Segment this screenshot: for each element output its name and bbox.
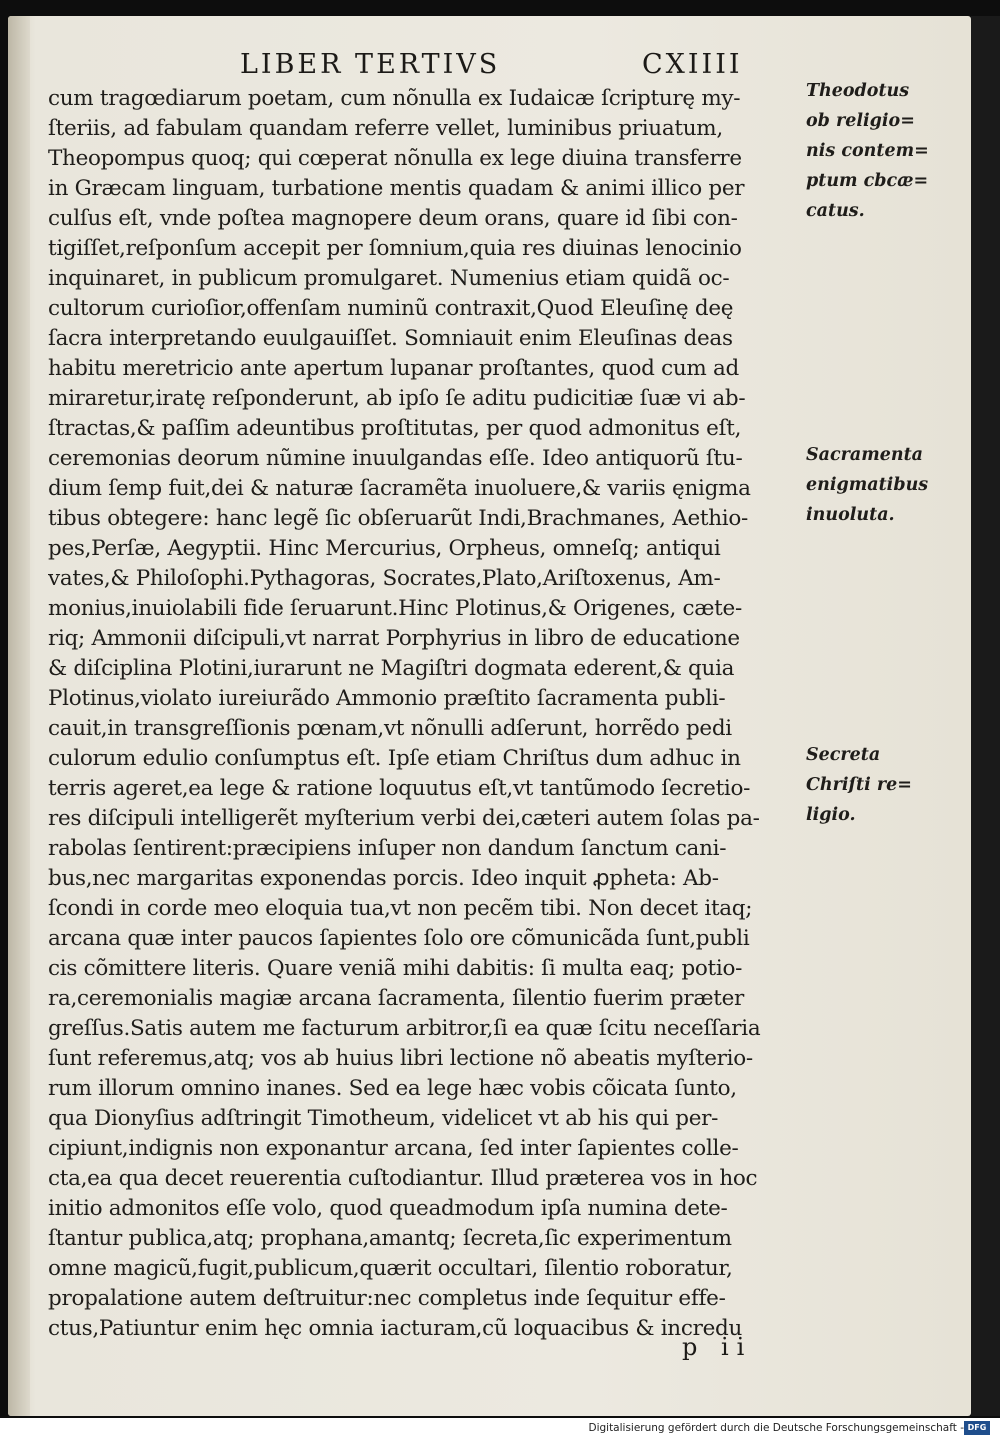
note-line: enigmatibus [806, 475, 929, 495]
text-line: cultorum curioſior,offenſam numinũ contraxit,Quod Eleuſinę deę [48, 296, 734, 321]
text-line: cis cõmittere literis. Quare veniã mihi dabitis: ſi multa eaq; potio- [48, 956, 743, 981]
funding-credit: Digitalisierung gefördert durch die Deutsche Forschungsgemeinschaft - [588, 1422, 964, 1434]
note-line: Chriſti re= [806, 775, 912, 795]
text-line: ſteriis, ad fabulam quandam referre vellet, luminibus priuatum, [48, 116, 723, 141]
page-edge [971, 16, 1000, 1416]
main-text-block [48, 84, 806, 1344]
text-line: bus,nec margaritas exponendas porcis. Ideo inquit ꝓpheta: Ab- [48, 866, 719, 891]
text-line: in Græcam linguam, turbatione mentis quadam & animi illico per [48, 176, 745, 201]
text-line: cipiunt,indignis non exponantur arcana, ſed inter ſapientes colle- [48, 1136, 739, 1161]
text-line: Theopompus quoq; qui cœperat nõnulla ex lege diuina transferre [48, 146, 742, 171]
text-line: propalatione autem deſtruitur:nec completus inde ſequitur effe- [48, 1286, 726, 1311]
note-line: ob religio= [806, 111, 915, 131]
note-line: Secreta [806, 745, 881, 765]
text-line: ſtantur publica,atq; prophana,amantq; ſecreta,ſic experimentum [48, 1226, 732, 1251]
text-line: vates,& Philoſophi.Pythagoras, Socrates,Plato,Ariſtoxenus, Am- [48, 566, 721, 591]
note-line: nis contem= [806, 141, 929, 161]
text-line: initio admonitos eſſe volo, quod queadmodum ipſa numina dete- [48, 1196, 728, 1221]
margin-note-sacramenta [806, 440, 966, 530]
text-line: tigiſſet,reſponſum accepit per ſomnium,quia res diuinas lenocinio [48, 236, 742, 261]
text-line: greſſus.Satis autem me facturum arbitror,ſi ea quæ ſcitu neceſſaria [48, 1016, 761, 1041]
text-line: arcana quæ inter paucos ſapientes ſolo ore cõmunicãda ſunt,publi [48, 926, 750, 951]
text-line: ctus,Patiuntur enim hęc omnia iacturam,cũ loquacibus & incredu [48, 1316, 742, 1341]
text-line: rum illorum omnino inanes. Sed ea lege hæc vobis cõicata ſunto, [48, 1076, 737, 1101]
running-title: LIBER TERTIVS [240, 49, 501, 80]
margin-note-theodotus [806, 76, 966, 226]
text-line: cauit,in transgreſſionis pœnam,vt nõnulli adſerunt, horrẽdo pedi [48, 716, 732, 741]
note-line: Theodotus [806, 81, 910, 101]
note-line: catus. [806, 201, 865, 221]
text-line: res diſcipuli intelligerẽt myſterium verbi dei,cæteri autem ſolas pa- [48, 806, 760, 831]
text-line: culſus eſt, vnde poſtea magnopere deum orans, quare id ſibi con- [48, 206, 738, 231]
text-line: miraretur,iratę reſponderunt, ab ipſo ſe aditu pudicitiæ ſuæ vi ab- [48, 386, 746, 411]
text-line: ſunt referemus,atq; vos ab huius libri lectione nõ abeatis myſterio- [48, 1046, 753, 1071]
note-line: ptum cbcæ= [806, 171, 929, 191]
text-line: riq; Ammonii diſcipuli,vt narrat Porphyrius in libro de educatione [48, 626, 740, 651]
text-line: qua Dionyſius adſtringit Timotheum, videlicet vt ab his qui per- [48, 1106, 719, 1131]
folio-number: CXIIII [642, 49, 743, 80]
signature-mark: p ii [682, 1333, 753, 1361]
text-line: ceremonias deorum nũmine inuulgandas eſſe. Ideo antiquorũ ſtu- [48, 446, 743, 471]
note-line: ligio. [806, 805, 856, 825]
text-line: cta,ea qua decet reuerentia cuſtodiantur. Illud præterea vos in hoc [48, 1166, 758, 1191]
note-line: inuoluta. [806, 505, 895, 525]
text-line: Plotinus,violato iureiurãdo Ammonio præſtito ſacramenta publi- [48, 686, 726, 711]
text-line: ra,ceremonialis magiæ arcana ſacramenta, ſilentio fuerim præter [48, 986, 744, 1011]
text-line: terris ageret,ea lege & ratione loquutus eſt,vt tantũmodo ſecretio- [48, 776, 751, 801]
page-gutter [8, 16, 30, 1416]
note-line: Sacramenta [806, 445, 923, 465]
text-line: & diſciplina Plotini,iurarunt ne Magiſtri dogmata ederent,& quia [48, 656, 735, 681]
text-line: habitu meretricio ante apertum lupanar proſtantes, quod cum ad [48, 356, 740, 381]
text-line: omne magicũ,fugit,publicum,quærit occultari, ſilentio roboratur, [48, 1256, 733, 1281]
margin-note-secreta [806, 740, 966, 830]
text-line: monius,inuiolabili fide ſeruarunt.Hinc Plotinus,& Origenes, cæte- [48, 596, 742, 621]
text-line: culorum edulio conſumptus eſt. Ipſe etiam Chriſtus dum adhuc in [48, 746, 741, 771]
text-line: inquinaret, in publicum promulgaret. Numenius etiam quidã oc- [48, 266, 730, 291]
text-line: tibus obtegere: hanc legẽ ſic obſeruarũt Indi,Brachmanes, Aethio- [48, 506, 748, 531]
text-line: rabolas ſentirent:præcipiens inſuper non dandum ſanctum cani- [48, 836, 727, 861]
text-line: pes,Perſæ, Aegyptii. Hinc Mercurius, Orpheus, omneſq; antiqui [48, 536, 721, 561]
text-line: ſcondi in corde meo eloquia tua,vt non pecẽm tibi. Non decet itaq; [48, 896, 753, 921]
text-line: ſtractas,& paſſim adeuntibus proſtitutas, per quod admonitus eſt, [48, 416, 742, 441]
text-line: cum tragœdiarum poetam, cum nõnulla ex Iudaicæ ſcripturę my- [48, 86, 741, 111]
text-line: dium ſemp fuit,dei & naturæ ſacramẽta inuoluere,& variis ęnigma [48, 476, 751, 501]
text-line: ſacra interpretando euulgauiſſet. Somniauit enim Eleuſinas deas [48, 326, 733, 351]
dfg-logo-icon: DFG [964, 1421, 990, 1435]
